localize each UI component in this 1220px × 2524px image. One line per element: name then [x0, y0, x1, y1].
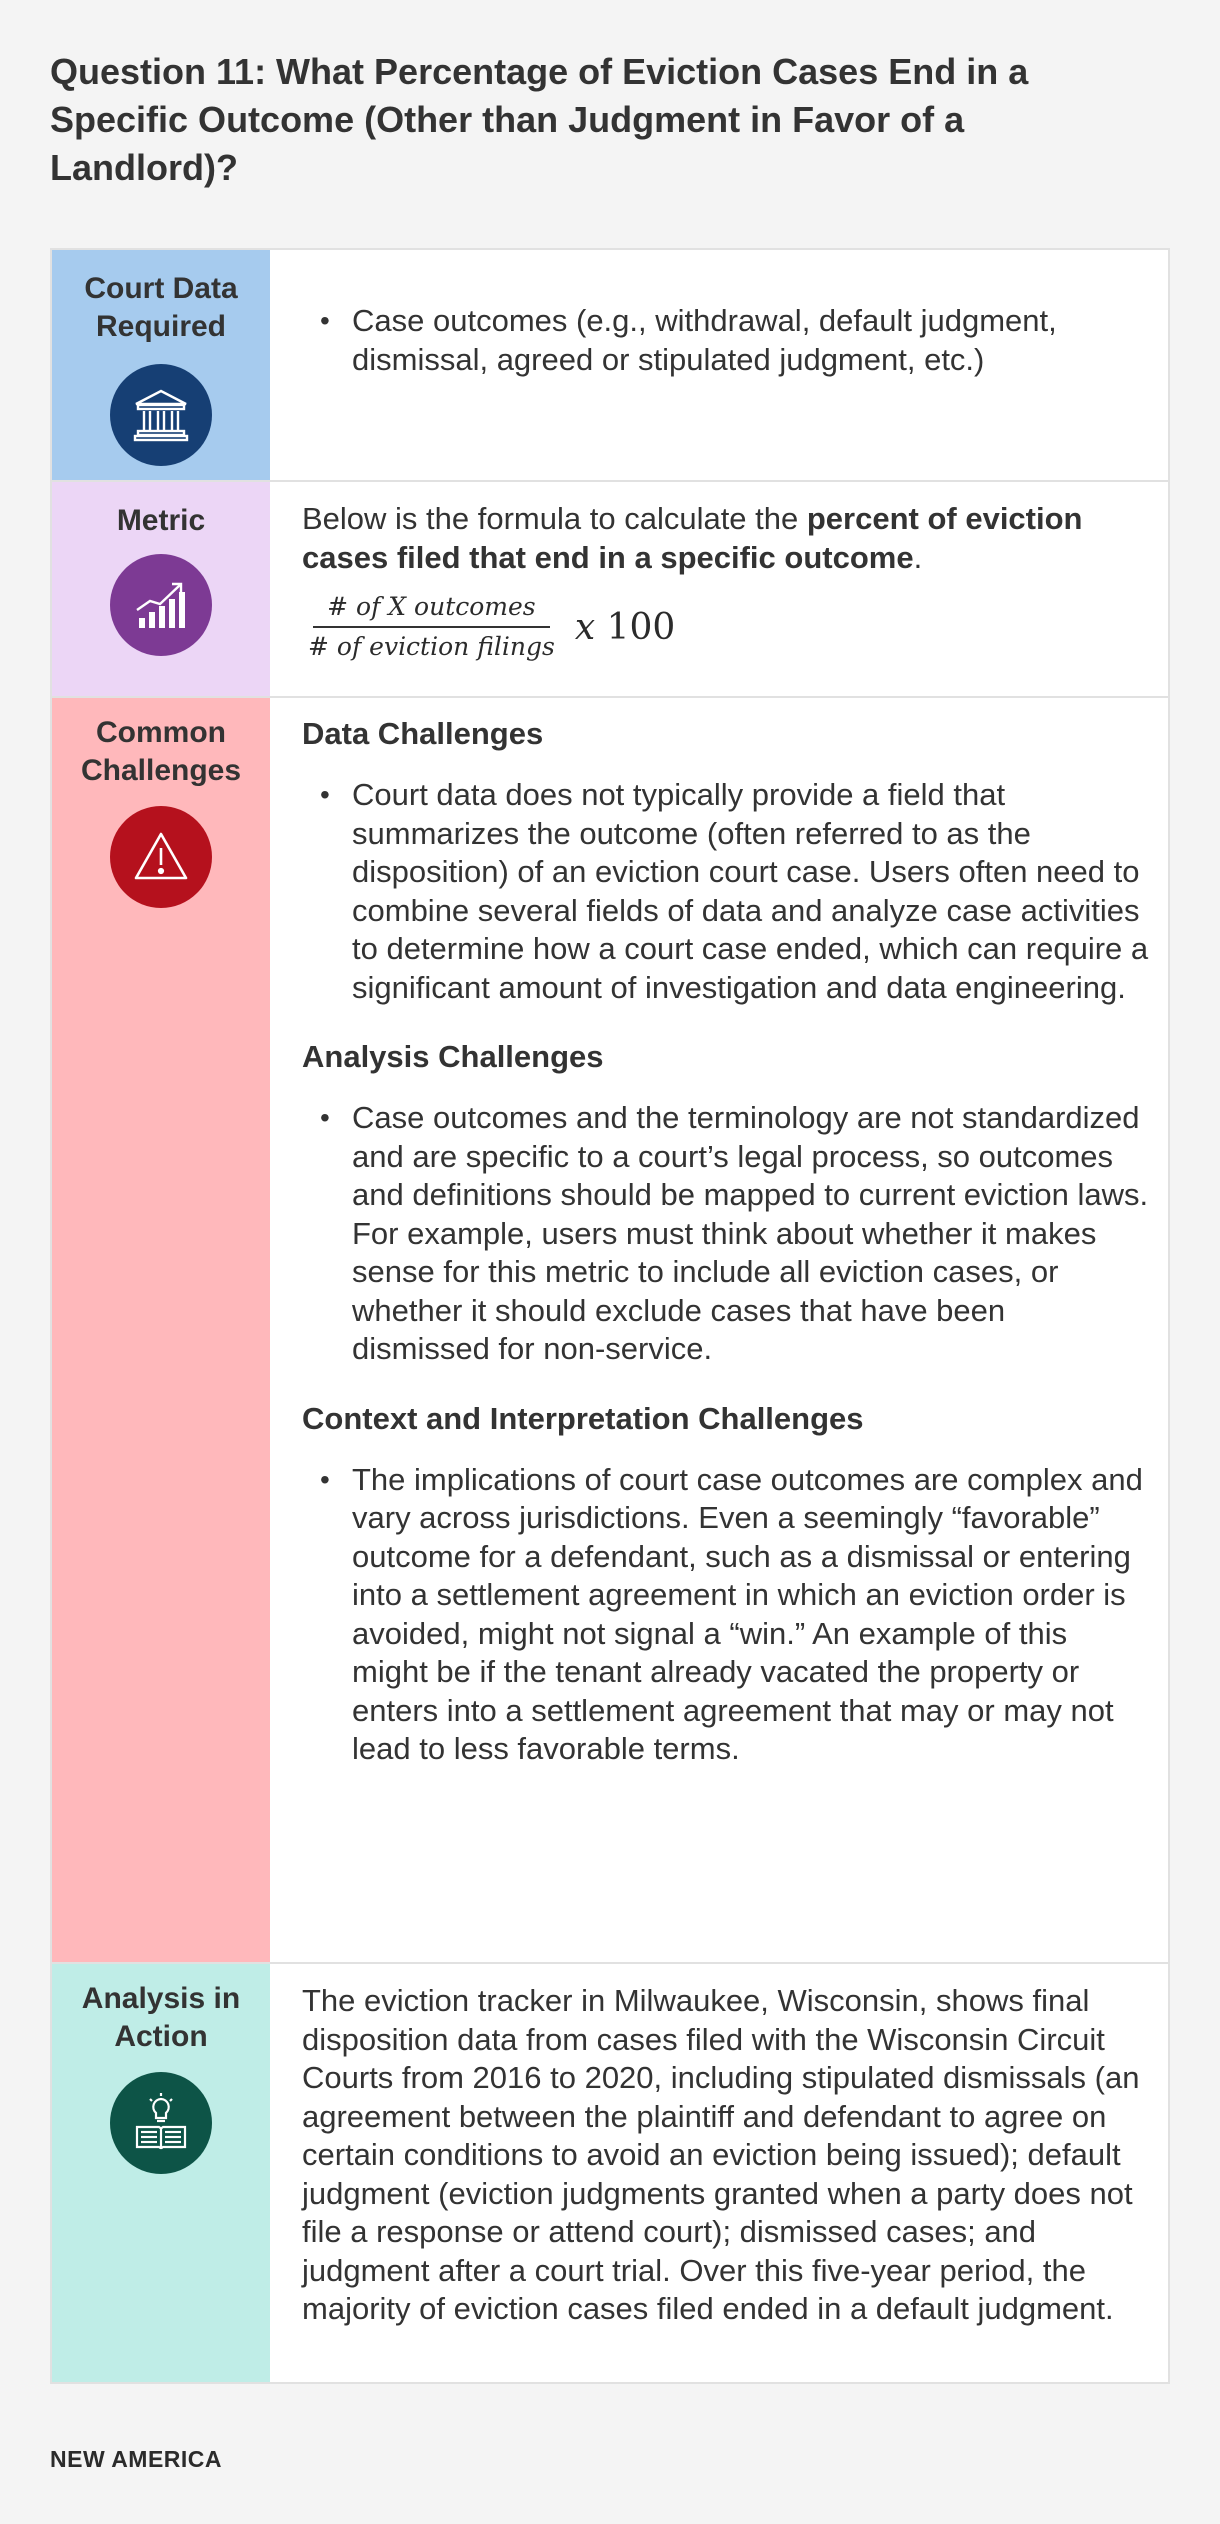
metric-intro-bold: percent of eviction cases filed that end in a specific outcome — [302, 501, 1083, 575]
footer-logo: NEW AMERICA — [50, 2446, 223, 2472]
data-challenges-heading: Data Challenges — [302, 716, 544, 751]
context-challenges-heading: Context and Interpretation Challenges — [302, 1400, 864, 1436]
formula-factor: 100 — [606, 606, 676, 648]
lightbulb-book-icon — [110, 2072, 212, 2174]
metric-formula — [302, 591, 1150, 663]
label-action: Analysis in Action — [81, 1982, 241, 2053]
formula-multiplier — [575, 607, 675, 648]
formula-numerator: # of X outcomes — [313, 591, 549, 628]
formula-fraction — [302, 591, 561, 663]
label-cell-action — [52, 1964, 270, 2382]
label-challenges: Common Challenges — [80, 716, 242, 787]
content-challenges — [270, 698, 1168, 1962]
court-data-bullet: • Case outcomes (e.g., withdrawal, default judgment, dismissal, agreed or stipulated judgment, etc.) — [352, 302, 1150, 379]
analysis-challenges-bullet: • Case outcomes and the terminology are not standardized and are specific to a court’s legal process, so outcomes and definitions should be mapped to current eviction laws. For example, users must think about whether it makes sense for this metric to include all eviction cases, or whether it should exclude cases that have been dismissed for non-service. — [352, 1099, 1150, 1369]
label-cell-metric — [52, 482, 270, 696]
action-text: The eviction tracker in Milwaukee, Wisconsin, shows final disposition data from cases filed with the Wisconsin Circuit Courts from 2016 to 2020, including stipulated dismissals (an agreement between the plaintiff and defendant to agree on certain conditions to avoid an eviction being issued); default judgment (eviction judgments granted when a party does not file a response or attend court); dismissed cases; and judgment after a court trial. Over this five-year period, the majority of eviction cases filed ended in a default judgment. — [302, 1983, 1140, 2326]
metric-intro-end: . — [913, 539, 923, 575]
label-cell-challenges — [52, 698, 270, 1962]
label-metric: Metric — [116, 504, 206, 537]
info-table — [50, 248, 1170, 2384]
row-court-data — [52, 250, 1168, 482]
bank-icon — [110, 364, 212, 466]
row-action — [52, 1964, 1168, 2382]
context-challenges-bullet: • The implications of court case outcomes are complex and vary across jurisdictions. Even a seemingly “favorable” outcome for a defendant, such as a dismissal or entering into a settlement agreement in which an eviction order is avoided, might not signal a “win.” An example of this might be if the tenant already vacated the property or enters into a settlement agreement that may or may not lead to less favorable terms. — [352, 1461, 1150, 1769]
content-metric — [270, 482, 1168, 696]
metric-intro — [302, 500, 1150, 577]
metric-intro-text: Below is the formula to calculate the — [302, 501, 807, 536]
formula-x: x — [574, 606, 596, 648]
chart-up-icon — [110, 554, 212, 656]
formula-denominator: # of eviction filings — [308, 632, 555, 661]
analysis-challenges-heading: Analysis Challenges — [302, 1039, 604, 1074]
content-court-data — [270, 250, 1168, 480]
content-action — [270, 1964, 1168, 2382]
row-challenges — [52, 698, 1168, 1964]
label-cell-court-data — [52, 250, 270, 480]
row-metric — [52, 482, 1168, 698]
warning-icon — [110, 806, 212, 908]
data-challenges-bullet: • Court data does not typically provide a field that summarizes the outcome (often referred to as the disposition) of an eviction court case. Users often need to combine several fields of data and analyze case activities to determine how a court case ended, which can require a significant amount of investigation and data engineering. — [352, 776, 1150, 1007]
page-title: Question 11: What Percentage of Eviction Cases End in a Specific Outcome (Other than Judgment in Favor of a Landlord)? — [50, 51, 1029, 188]
label-court-data: Court Data Required — [84, 272, 238, 343]
